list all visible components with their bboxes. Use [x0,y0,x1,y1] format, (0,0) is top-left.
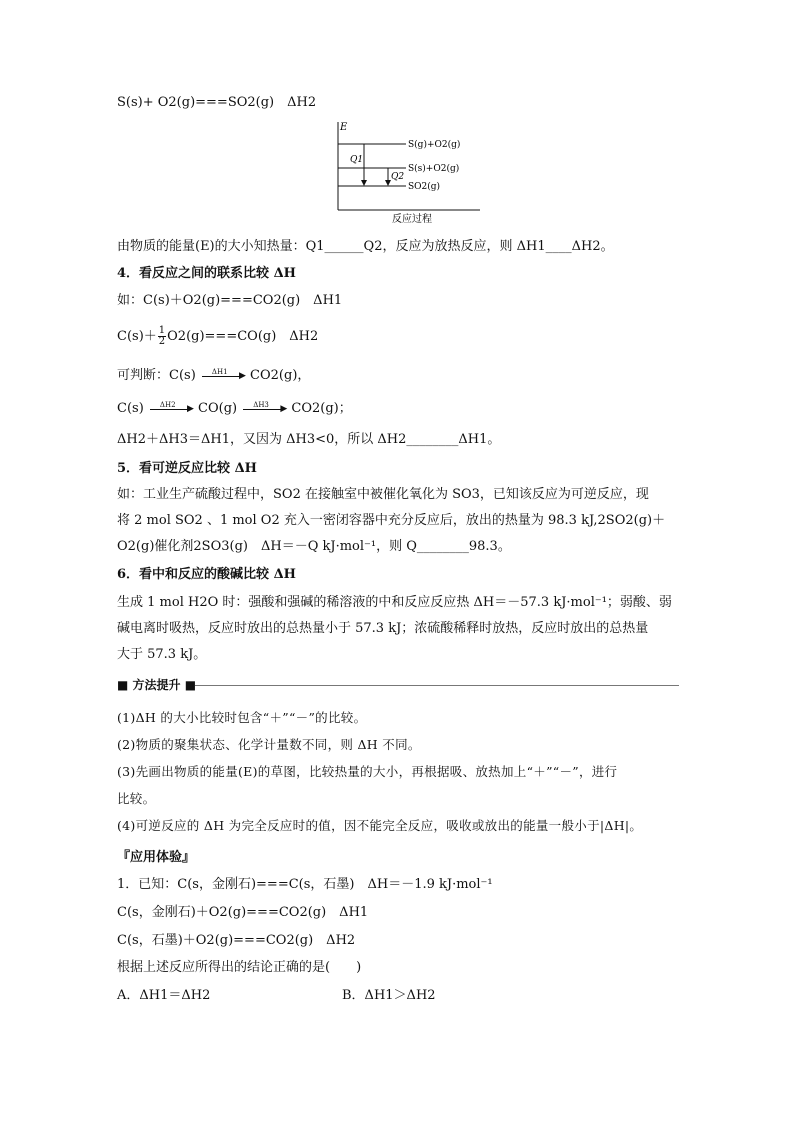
method-divider [195,685,679,686]
q1-label: Q1 [350,155,364,165]
fraction-den: 2 [158,336,166,347]
fraction-half [158,326,166,347]
method-heading-bar [117,676,679,694]
tip-3-cont: 比较。 [117,791,156,806]
heading-5: 5．看可逆反应比较 ΔH [117,461,257,476]
example-4a: 如：C(s)＋O2(g)===CO2(g) ΔH1 [117,293,343,308]
tip-3: (3)先画出物质的能量(E)的草图，比较热量的大小，再根据吸、放热加上“＋”“－”，进行 [117,764,618,779]
process-axis-label: 反应过程 [392,214,432,225]
paragraph-5c: O2(g)催化剂2SO3(g) ΔH＝－Q kJ·mol⁻¹，则 Q________98.3。 [117,539,511,554]
path-line [117,400,352,418]
judge-pre: 可判断：C(s) [117,368,196,383]
example-4b-post: O2(g)===CO(g) ΔH2 [167,329,319,344]
energy-diagram [330,118,490,226]
paragraph-5b: 将 2 mol SO2 、1 mol O2 充入一密闭容器中充分反应后，放出的热量为 98.3 kJ,2SO2(g)＋ [117,513,666,528]
path-pre: C(s) [117,401,144,416]
paragraph-6b: 碱电离时吸热，反应时放出的总热量小于 57.3 kJ；浓硫酸稀释时放热，反应时放出的总热量 [117,621,649,636]
option-a: A．ΔH1＝ΔH2 [117,988,211,1003]
paragraph-6c: 大于 57.3 kJ。 [117,647,207,662]
method-heading: ■ 方法提升 ■ [117,678,197,692]
fraction-num: 1 [158,325,166,336]
judge-post: CO2(g)， [250,368,311,383]
level-label-middle: S(s)+O2(g) [408,164,460,174]
question-1-eq-b: C(s，石墨)＋O2(g)===CO2(g) ΔH2 [117,933,356,948]
level-label-top: S(g)+O2(g) [408,140,461,150]
level-label-bottom: SO2(g) [408,182,441,192]
conclusion-line: 由物质的能量(E)的大小知热量：Q1______Q2，反应为放热反应，则 ΔH1____ΔH2。 [117,239,614,254]
path-mid: CO(g) [198,401,238,416]
tip-4: (4)可逆反应的 ΔH 为完全反应时的值，因不能完全反应，吸收或放出的能量一般小于|ΔH|。 [117,818,643,833]
practice-heading: 『应用体验』 [117,850,196,865]
path-post: CO2(g)； [291,401,352,416]
paragraph-5a: 如：工业生产硫酸过程中，SO2 在接触室中被催化氧化为 SO3，已知该反应为可逆反应，现 [117,487,649,502]
reaction-arrow-3: ΔH3 ▶ [241,402,287,416]
sum-line: ΔH2＋ΔH3＝ΔH1，又因为 ΔH3<0，所以 ΔH2________ΔH1。 [117,432,501,447]
question-1-eq-a: C(s，金刚石)＋O2(g)===CO2(g) ΔH1 [117,905,369,920]
heading-4: 4．看反应之间的联系比较 ΔH [117,266,296,281]
reaction-line: S(s)+ O2(g)===SO2(g) ΔH2 [117,95,317,110]
arrow-head-icon: ▶ [238,370,246,381]
reaction-arrow-2: ΔH2 ▶ [148,402,194,416]
energy-axis-label: E [340,122,348,133]
reaction-arrow-1: ΔH1 ▶ [200,369,246,383]
example-4b [117,326,318,347]
question-1-prompt: 根据上述反应所得出的结论正确的是( ) [117,960,362,975]
tip-1: (1)ΔH 的大小比较时包含“＋”“－”的比较。 [117,710,367,725]
arrow-head-icon: ▶ [186,403,194,414]
heading-6: 6．看中和反应的酸碱比较 ΔH [117,567,296,582]
tip-2: (2)物质的聚集状态、化学计量数不同，则 ΔH 不同。 [117,737,421,752]
question-1: 1．已知：C(s，金刚石)===C(s，石墨) ΔH＝－1.9 kJ·mol⁻¹ [117,877,493,892]
example-4b-pre: C(s)＋ [117,329,157,344]
paragraph-6a: 生成 1 mol H2O 时：强酸和强碱的稀溶液的中和反应反应热 ΔH＝－57.3 kJ·mol⁻¹；弱酸、弱 [117,595,672,610]
arrow-head-icon: ▶ [280,403,288,414]
q2-label: Q2 [391,172,405,182]
judge-line [117,367,310,385]
option-b: B．ΔH1＞ΔH2 [342,988,436,1003]
